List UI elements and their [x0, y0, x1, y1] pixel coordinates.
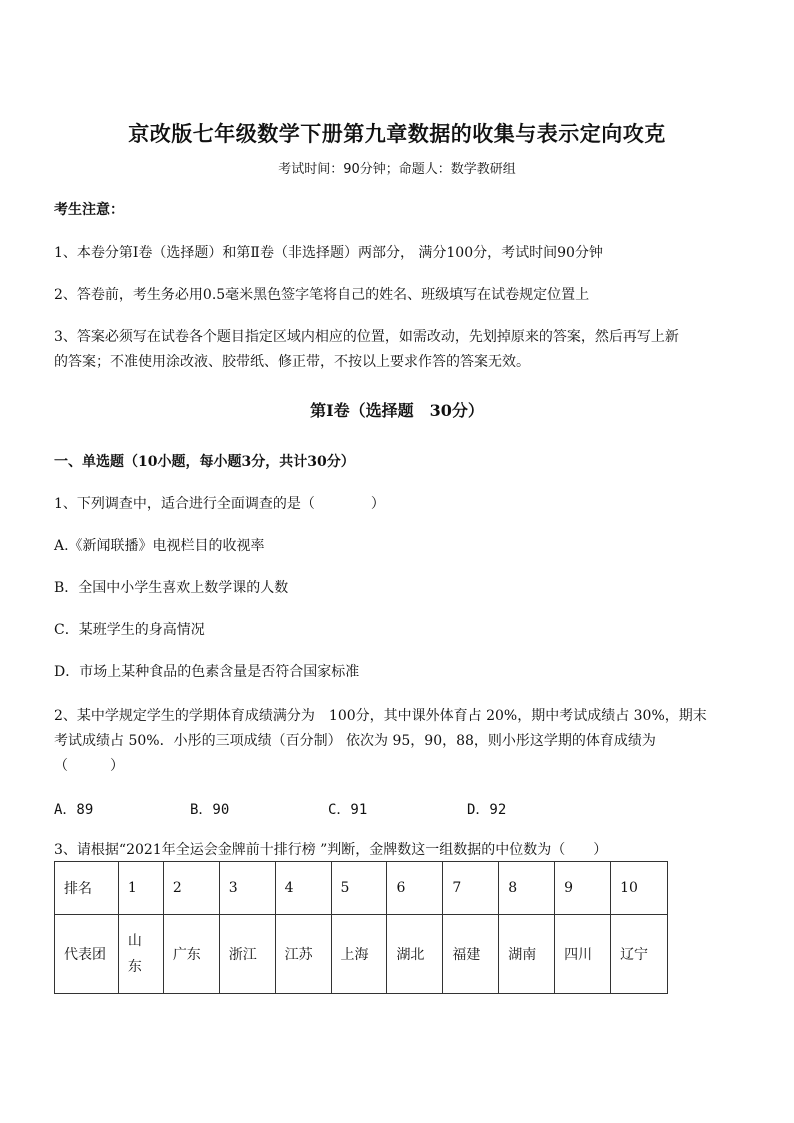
notice-item-3-cont: 的答案；不准使用涂改液、胶带纸、修正带，不按以上要求作答的答案无效。 — [54, 354, 530, 370]
q2-option-c: C．91 — [328, 802, 368, 818]
table-row-team — [55, 915, 668, 994]
rank-cell: 9 — [555, 862, 611, 915]
table-row-rank — [55, 862, 668, 915]
rank-cell: 1 — [118, 862, 163, 915]
rank-cell: 7 — [443, 862, 499, 915]
rank-cell: 3 — [219, 862, 275, 915]
team-cell-bottom: 东 — [127, 959, 142, 975]
team-cell — [118, 915, 163, 994]
q1-option-c: C．某班学生的身高情况 — [54, 622, 205, 638]
part-title: 一、单选题（10小题，每小题3分，共计30分） — [54, 454, 355, 470]
q1-stem: 1、下列调查中，适合进行全面调查的是（ ） — [54, 496, 385, 512]
team-cell: 上海 — [331, 915, 387, 994]
medal-ranking-table — [54, 861, 668, 994]
team-cell: 四川 — [555, 915, 611, 994]
team-cell: 辽宁 — [611, 915, 668, 994]
team-cell: 湖北 — [387, 915, 443, 994]
rank-cell: 5 — [331, 862, 387, 915]
q2-stem-line-2: 考试成绩占 50%．小彤的三项成绩（百分制） 依次为 95，90，88，则小彤这学期的体育成绩为 — [54, 733, 656, 749]
rank-cell: 4 — [275, 862, 331, 915]
rank-cell: 10 — [611, 862, 668, 915]
q2-stem-line-3: （ ） — [54, 758, 124, 774]
notice-item-1: 1、本卷分第Ⅰ卷（选择题）和第Ⅱ卷（非选择题）两部分， 满分100分，考试时间90分钟 — [54, 245, 603, 261]
q2-stem-line-1: 2、某中学规定学生的学期体育成绩满分为 100分，其中课外体育占 20%，期中考试成绩占 30%，期末 — [54, 708, 707, 724]
rank-cell: 6 — [387, 862, 443, 915]
notice-item-3: 3、答案必须写在试卷各个题目指定区域内相应的位置，如需改动，先划掉原来的答案，然后再写上新 — [54, 329, 679, 345]
team-header-cell: 代表团 — [55, 915, 119, 994]
rank-cell: 8 — [499, 862, 555, 915]
team-cell-top: 山 — [127, 933, 142, 949]
notice-heading: 考生注意： — [54, 202, 124, 218]
team-cell: 江苏 — [275, 915, 331, 994]
rank-cell: 2 — [163, 862, 219, 915]
section-title: 第Ⅰ卷（选择题 30分） — [310, 401, 484, 420]
q1-option-b: B．全国中小学生喜欢上数学课的人数 — [54, 580, 289, 596]
exam-title: 京改版七年级数学下册第九章数据的收集与表示定向攻克 — [128, 121, 666, 146]
q1-option-d: D．市场上某种食品的色素含量是否符合国家标准 — [54, 664, 360, 680]
team-cell: 福建 — [443, 915, 499, 994]
q2-option-b: B．90 — [190, 802, 230, 818]
exam-subtitle: 考试时间：90分钟；命题人：数学教研组 — [278, 162, 516, 177]
rank-header-cell: 排名 — [55, 862, 119, 915]
q2-option-a: A．89 — [54, 802, 94, 818]
q3-stem: 3、请根据“2021年全运会金牌前十排行榜 ”判断，金牌数这一组数据的中位数为（ ） — [54, 842, 608, 858]
team-cell: 广东 — [163, 915, 219, 994]
notice-item-2: 2、答卷前，考生务必用0.5毫米黑色签字笔将自己的姓名、班级填写在试卷规定位置上 — [54, 287, 590, 303]
team-cell: 湖南 — [499, 915, 555, 994]
q2-option-d: D．92 — [467, 802, 507, 818]
q1-option-a: A.《新闻联播》电视栏目的收视率 — [54, 538, 265, 554]
team-cell: 浙江 — [219, 915, 275, 994]
